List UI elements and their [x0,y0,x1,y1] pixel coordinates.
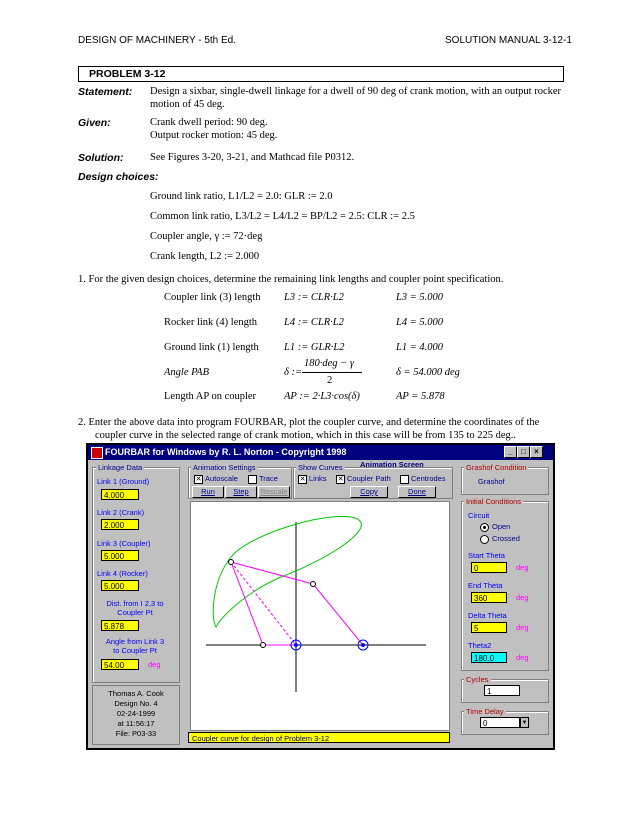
page-header-left: DESIGN OF MACHINERY - 5th Ed. [78,35,237,46]
links-checkbox[interactable]: ✕ [299,475,306,483]
coupler-path-checkbox[interactable]: ✕ [337,475,344,483]
theta2-label: Theta2 [468,641,492,650]
end-theta-unit: deg [516,593,529,602]
minimize-button[interactable]: _ [504,446,517,458]
fraction-bar [302,372,362,373]
start-theta-unit: deg [516,563,529,572]
link4-label: Link 4 (Rocker) [97,569,148,578]
trace-checkbox[interactable] [248,475,257,484]
step2-line2: coupler curve in the selected range of crank motion, which in this case will be from 135 to 225 deg.. [95,430,517,441]
animation-settings-title: Animation Settings [193,463,256,472]
row-ap-result: AP = 5.878 [396,391,445,402]
rocker-pin [311,582,316,587]
end-theta-input[interactable]: 360 [471,592,507,603]
page-header-right: SOLUTION MANUAL 3-12-1 [445,35,572,46]
solution-label: Solution: [78,152,124,164]
row-coupler-name: Coupler link (3) length [164,292,261,303]
link1-input[interactable]: 4.000 [101,489,139,500]
show-curves-title: Show Curves [298,463,343,472]
done-button[interactable]: Done [398,486,436,498]
coupler-path-label: Coupler Path [347,474,391,483]
crossed-label: Crossed [492,534,520,543]
theta2-input[interactable]: 180.0 [471,652,507,663]
problem-box [78,66,564,82]
ground-link-ratio: Ground link ratio, L1/L2 = 2.0: GLR := 2.0 [150,191,333,202]
dist-label-1: Dist. from I 2,3 to [106,599,164,608]
problem-title: PROBLEM 3-12 [89,68,166,80]
coupler-curve-plot [191,502,449,730]
coupler-angle: Coupler angle, γ := 72·deg [150,231,263,242]
row-rocker-result: L4 = 5.000 [396,317,444,328]
autoscale-label: Autoscale [205,474,238,483]
row-angle-numerator: 180·deg − γ [304,358,355,369]
linkage-data-title: Linkage Data [98,463,143,472]
initial-conditions-title: Initial Conditions [466,497,522,506]
row-angle-name: Angle PAB [164,367,210,378]
row-coupler-result: L3 = 5.000 [396,292,444,303]
end-theta-label: End Theta [468,581,503,590]
delta-theta-unit: deg [516,623,529,632]
rescale-button[interactable]: Rescale [258,486,290,498]
angle-unit: deg [148,660,161,669]
row-angle-lhs: δ := [284,367,303,378]
given-line1: Crank dwell period: 90 deg. [150,117,268,128]
chevron-down-icon[interactable]: ▼ [520,717,529,728]
info-file: File: P03-33 [115,729,157,738]
centrodes-label: Centrodes [411,474,446,483]
step1-text: 1. For the given design choices, determine the remaining link lengths and coupler point specification. [78,274,504,285]
dist-label-2: Coupler Pt [117,608,153,617]
row-angle-result: δ = 54.000 deg [396,367,460,378]
animation-plot[interactable] [190,501,450,731]
angle-label-2: to Coupler Pt [113,646,157,655]
row-ground-expr: L1 := GLR·L2 [284,342,345,353]
trace-label: Trace [259,474,278,483]
info-designer: Thomas A. Cook [108,689,164,698]
link2-input[interactable]: 2.000 [101,519,139,530]
statement-line2: motion of 45 deg. [150,99,225,110]
dist-input[interactable]: 5.878 [101,620,139,631]
ground-pivot-o2-center [294,643,298,647]
statement-line1: Design a sixbar, single-dwell linkage for a dwell of 90 deg of crank motion, with an output rocker [150,86,562,97]
maximize-button[interactable]: □ [517,446,530,458]
row-ap-name: Length AP on coupler [164,391,257,402]
ground-pivot-o4-center [361,643,365,647]
row-coupler-expr: L3 := CLR·L2 [284,292,344,303]
time-delay-select[interactable]: 0 [480,717,520,728]
design-info-box [92,685,180,745]
coupler-point [229,560,234,565]
link1-label: Link 1 (Ground) [97,477,150,486]
info-date: 02-24-1999 [116,709,156,718]
theta2-unit: deg [516,653,529,662]
row-rocker-expr: L4 := CLR·L2 [284,317,344,328]
run-button[interactable]: Run [192,486,224,498]
fourbar-window [86,443,555,750]
close-button[interactable]: × [530,446,543,458]
statement-label: Statement: [78,86,133,98]
given-line2: Output rocker motion: 45 deg. [150,130,278,141]
delta-theta-label: Delta Theta [468,611,507,620]
start-theta-label: Start Theta [468,551,505,560]
link4-input[interactable]: 5.000 [101,580,139,591]
row-rocker-name: Rocker link (4) length [164,317,258,328]
window-titlebar [88,445,553,460]
open-label: Open [492,522,511,531]
cycles-input[interactable]: 1 [484,685,520,696]
solution-text: See Figures 3-20, 3-21, and Mathcad file P0312. [150,152,355,163]
angle-input[interactable]: 54.00 [101,659,139,670]
link2-label: Link 2 (Crank) [97,508,145,517]
start-theta-input[interactable]: 0 [471,562,507,573]
grashof-title: Grashof Condition [466,463,527,472]
linkage-links [231,562,363,645]
screen-label: Animation Screen [360,460,424,469]
step-button[interactable]: Step [225,486,257,498]
autoscale-checkbox[interactable]: ✕ [195,475,202,483]
step2-line1: 2. Enter the above data into program FOURBAR, plot the coupler curve, and determine the coordinates of the [78,417,540,428]
given-label: Given: [78,117,111,129]
crank-pin [261,643,266,648]
row-angle-denominator: 2 [327,375,333,386]
row-ground-name: Ground link (1) length [164,342,259,353]
circuit-label: Circuit [468,511,490,520]
status-bar: Coupler curve for design of Problem 3-12 [188,732,450,743]
info-time: at 11:56:17 [117,719,155,728]
link3-input[interactable]: 5.000 [101,550,139,561]
app-icon [91,447,103,459]
centrodes-checkbox[interactable] [400,475,409,484]
common-link-ratio: Common link ratio, L3/L2 = L4/L2 = BP/L2 = 2.5: CLR := 2.5 [150,211,415,222]
time-delay-title: Time Delay [466,707,504,716]
info-design-no: Design No. 4 [114,699,158,708]
delta-theta-input[interactable]: 5 [471,622,507,633]
design-choices-label: Design choices: [78,171,159,183]
links-label: Links [309,474,327,483]
cycles-title: Cycles [466,675,489,684]
crossed-radio[interactable] [480,535,489,544]
row-ap-expr: AP := 2·L3·cos(δ) [284,391,360,402]
coupler-curve [213,516,361,627]
window-title: FOURBAR for Windows by R. L. Norton - Copyright 1998 [105,447,347,457]
row-ground-result: L1 = 4.000 [396,342,444,353]
angle-label-1: Angle from Link 3 [105,637,165,646]
grashof-value: Grashof [478,477,505,486]
link3-label: Link 3 (Coupler) [97,539,151,548]
copy-button[interactable]: Copy [350,486,388,498]
open-radio[interactable] [480,523,489,532]
crank-length: Crank length, L2 := 2.000 [150,251,260,262]
